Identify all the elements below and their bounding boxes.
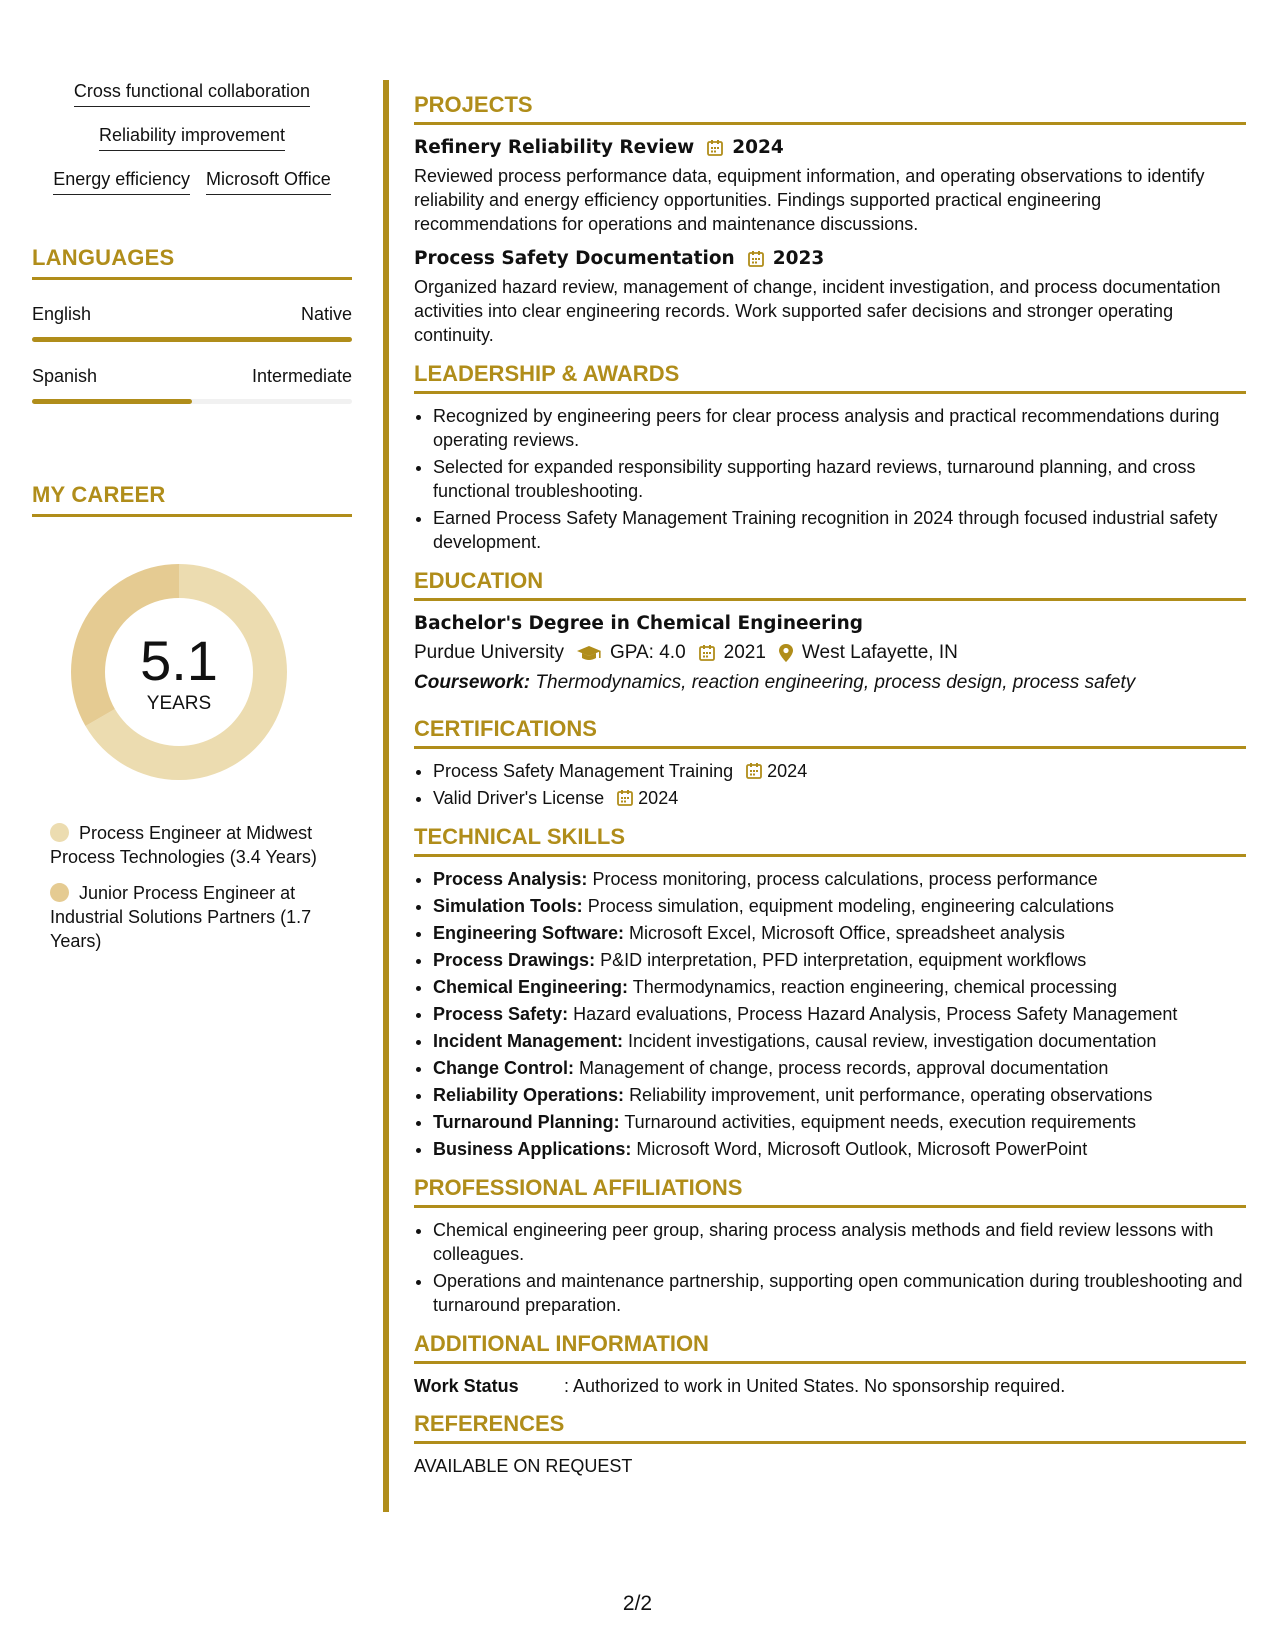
legend-dot	[50, 883, 69, 902]
skill-label: Incident Management:	[433, 1031, 624, 1051]
skill-text: Thermodynamics, reaction engineering, chemical processing	[632, 977, 1117, 997]
projects-heading: PROJECTS	[414, 92, 1246, 125]
language-name: Spanish	[32, 366, 98, 386]
chip-row	[32, 124, 352, 151]
skill-item	[433, 975, 1246, 999]
list-item: • Recognized by engineering peers for clear process analysis and practical recommendations during operating reviews.	[433, 404, 1246, 452]
career-role	[50, 881, 335, 953]
skill-text: Management of change, process records, approval documentation	[579, 1058, 1109, 1078]
skill-item	[433, 867, 1246, 891]
technical-skills-heading: TECHNICAL SKILLS	[414, 824, 1246, 857]
project-year: 2023	[772, 248, 825, 269]
cert-year: 2024	[767, 761, 808, 781]
list-item: • Chemical engineering peer group, sharing process analysis methods and field review lessons with colleagues.	[433, 1218, 1246, 1266]
certifications-list	[414, 759, 1246, 810]
skill-text: Process monitoring, process calculations, process performance	[592, 869, 1098, 889]
location: West Lafayette, IN	[801, 642, 958, 663]
skill-chip: Energy efficiency	[53, 168, 190, 195]
list-item: • Operations and maintenance partnership, supporting open communication during troubleshooting and turnaround preparation.	[433, 1269, 1246, 1317]
chip-row	[32, 80, 352, 107]
project-name: Process Safety Documentation	[414, 248, 735, 269]
graduation-year: 2021	[723, 642, 766, 663]
additional-section	[414, 1331, 1246, 1397]
leadership-heading: LEADERSHIP & AWARDS	[414, 361, 1246, 394]
skill-label: Change Control:	[433, 1058, 574, 1078]
cert-name: • Valid Driver's License	[433, 788, 605, 808]
skill-text: Turnaround activities, equipment needs, execution requirements	[624, 1112, 1136, 1132]
coursework-text: Thermodynamics, reaction engineering, process design, process safety	[535, 672, 1136, 693]
technical-skills-list	[414, 867, 1246, 1161]
skill-label: Process Drawings:	[433, 950, 596, 970]
career-role-label: Process Engineer at Midwest Process Technologies (3.4 Years)	[50, 823, 317, 867]
column-divider	[383, 80, 389, 1512]
education-details	[414, 642, 1246, 664]
skills-chips	[32, 80, 352, 195]
skill-text: Reliability improvement, unit performance, operating observations	[629, 1085, 1153, 1105]
skill-item	[433, 1110, 1246, 1134]
project-heading	[414, 248, 1246, 269]
skill-label: Engineering Software:	[433, 923, 625, 943]
certifications-section	[414, 716, 1246, 810]
additional-heading: ADDITIONAL INFORMATION	[414, 1331, 1246, 1364]
degree: Bachelor's Degree in Chemical Engineering	[414, 613, 863, 634]
skill-item	[433, 1002, 1246, 1026]
skill-chip: Cross functional collaboration	[74, 80, 310, 107]
list-item: • Selected for expanded responsibility supporting hazard reviews, turnaround planning, and cross functional troubleshooting.	[433, 455, 1246, 503]
skill-item	[433, 1029, 1246, 1053]
affiliations-heading: PROFESSIONAL AFFILIATIONS	[414, 1175, 1246, 1208]
right-column	[414, 92, 1246, 1491]
skill-text: Microsoft Word, Microsoft Outlook, Microsoft PowerPoint	[636, 1139, 1088, 1159]
leadership-section	[414, 361, 1246, 554]
career-legend	[50, 821, 335, 953]
work-status-value: : Authorized to work in United States. No sponsorship required.	[564, 1376, 1066, 1396]
skill-chip: Reliability improvement	[99, 124, 285, 151]
project-heading	[414, 137, 1246, 158]
skill-text: Hazard evaluations, Process Hazard Analysis, Process Safety Management	[573, 1004, 1178, 1024]
location-pin-icon	[778, 643, 794, 663]
education-heading: EDUCATION	[414, 568, 1246, 601]
skill-item	[433, 894, 1246, 918]
list-item	[433, 786, 1246, 810]
legend-dot	[50, 823, 69, 842]
languages-heading: LANGUAGES	[32, 245, 352, 280]
certifications-heading: CERTIFICATIONS	[414, 716, 1246, 749]
skill-label: Business Applications:	[433, 1139, 632, 1159]
projects-section	[414, 92, 1246, 347]
page-number: 2/2	[622, 1592, 653, 1615]
skill-item	[433, 948, 1246, 972]
language-item	[32, 304, 352, 342]
skill-label: Turnaround Planning:	[433, 1112, 620, 1132]
career-role-label: Junior Process Engineer at Industrial Solutions Partners (1.7 Years)	[50, 883, 312, 951]
skill-text: Incident investigations, causal review, investigation documentation	[628, 1031, 1157, 1051]
career-role	[50, 821, 335, 869]
project-description: Reviewed process performance data, equipment information, and operating observations to identify reliability and energy efficiency opportunities. Findings supported practical engineering recommendations for operations and maintenance discussions.	[414, 166, 1205, 234]
language-item	[32, 366, 352, 404]
skill-item	[433, 1137, 1246, 1161]
gpa: GPA: 4.0	[609, 642, 686, 663]
affiliations-section	[414, 1175, 1246, 1317]
list-item	[433, 759, 1246, 783]
skill-item	[433, 1083, 1246, 1107]
cert-name: • Process Safety Management Training	[433, 761, 734, 781]
cert-year: 2024	[638, 788, 679, 808]
school: Purdue University	[414, 642, 564, 663]
list-item: • Earned Process Safety Management Training recognition in 2024 through focused industrial safety development.	[433, 506, 1246, 554]
graduation-cap-icon	[576, 644, 602, 662]
technical-skills-section	[414, 824, 1246, 1161]
education-section	[414, 568, 1246, 694]
calendar-icon	[745, 762, 763, 780]
affiliations-list	[414, 1218, 1246, 1317]
language-bar-fill	[32, 399, 192, 404]
skill-item	[433, 921, 1246, 945]
project-year: 2024	[732, 137, 784, 158]
language-bar-fill	[32, 337, 352, 342]
career-heading: MY CAREER	[32, 482, 352, 517]
career-donut-chart	[66, 559, 292, 785]
calendar-icon	[698, 644, 716, 662]
career-total-unit: YEARS	[146, 693, 212, 714]
coursework-label: Coursework:	[414, 672, 531, 693]
language-bar	[32, 399, 352, 404]
career-total-value: 5.1	[140, 629, 218, 692]
work-status-label: Work Status	[414, 1376, 519, 1396]
skill-text: Microsoft Excel, Microsoft Office, spreadsheet analysis	[629, 923, 1065, 943]
work-status-row	[414, 1376, 1246, 1397]
language-level: Intermediate	[251, 366, 352, 386]
calendar-icon	[747, 250, 765, 268]
project-name: Refinery Reliability Review	[414, 137, 695, 158]
skill-chip: Microsoft Office	[206, 168, 331, 195]
references-text: AVAILABLE ON REQUEST	[414, 1456, 633, 1476]
language-bar	[32, 337, 352, 342]
skill-label: Process Analysis:	[433, 869, 588, 889]
coursework	[414, 672, 1246, 694]
project-description: Organized hazard review, management of change, incident investigation, and process documentation activities into clear engineering records. Work supported safer decisions and stronger operating continuity.	[414, 277, 1221, 345]
skill-label: Reliability Operations:	[433, 1085, 625, 1105]
references-section	[414, 1411, 1246, 1477]
left-column	[32, 80, 352, 965]
skill-label: Process Safety:	[433, 1004, 569, 1024]
leadership-list	[414, 404, 1246, 554]
skill-label: Simulation Tools:	[433, 896, 583, 916]
references-heading: REFERENCES	[414, 1411, 1246, 1444]
calendar-icon	[706, 139, 724, 157]
skill-text: Process simulation, equipment modeling, engineering calculations	[587, 896, 1114, 916]
donut-center	[66, 559, 292, 785]
skill-label: Chemical Engineering:	[433, 977, 629, 997]
language-level: Native	[300, 304, 352, 324]
skill-text: P&ID interpretation, PFD interpretation, equipment workflows	[600, 950, 1087, 970]
language-name: English	[32, 304, 92, 324]
chip-row	[32, 168, 352, 195]
skill-item	[433, 1056, 1246, 1080]
calendar-icon	[616, 789, 634, 807]
